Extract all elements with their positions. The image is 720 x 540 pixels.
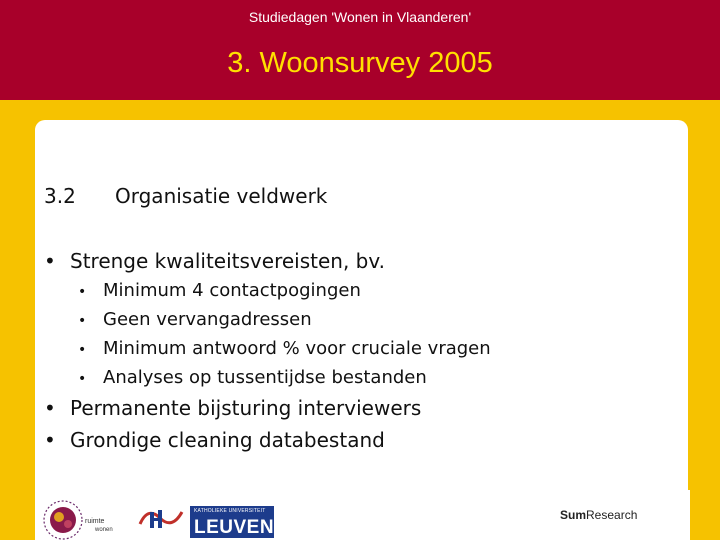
sub-bullet-marker: • (78, 313, 87, 329)
content-panel (35, 120, 688, 540)
sub-bullet-item (78, 280, 361, 301)
sub-bullet-text: Minimum antwoord % voor cruciale vragen (103, 338, 491, 359)
slide-title: 3. Woonsurvey 2005 (227, 47, 493, 79)
sub-bullet-text: Minimum 4 contactpogingen (103, 280, 361, 301)
bullet-text: Grondige cleaning databestand (70, 428, 385, 452)
section-number: 3.2 (44, 184, 76, 208)
bullet-marker: • (44, 396, 56, 420)
sub-bullet-item (78, 309, 312, 330)
sub-bullet-item (78, 338, 491, 359)
wonen-text: wonen (95, 527, 113, 533)
ruimte-wonen-logo (39, 496, 123, 540)
slide-subtitle: Studiedagen 'Wonen in Vlaanderen' (248, 9, 472, 25)
bullet-text: Strenge kwaliteitsvereisten, bv. (70, 249, 386, 273)
logo-strip (35, 490, 690, 540)
bullet-item (44, 249, 385, 273)
bullet-item (44, 428, 385, 452)
sub-bullet-marker: • (78, 284, 87, 300)
bullet-item (44, 396, 421, 420)
sub-bullet-marker: • (78, 371, 87, 387)
sumresearch-logo (560, 508, 637, 522)
section-heading (44, 184, 327, 208)
ku-leuven-logo (190, 506, 274, 538)
bullet-marker: • (44, 249, 56, 273)
bullet-marker: • (44, 428, 56, 452)
sum-text: Sum (560, 508, 587, 522)
sub-bullet-item (78, 367, 427, 388)
leuven-small-text: KATHOLIEKE UNIVERSITEIT (194, 508, 266, 514)
sub-bullet-text: Analyses op tussentijdse bestanden (103, 367, 427, 388)
bullet-text: Permanente bijsturing interviewers (70, 396, 422, 420)
sub-bullet-marker: • (78, 342, 87, 358)
leuven-big-text: LEUVEN (194, 517, 275, 538)
slide-header (0, 0, 720, 100)
hiva-logo (138, 502, 186, 536)
sub-bullet-text: Geen vervangadressen (103, 309, 312, 330)
research-text: Research (586, 508, 638, 522)
section-title: Organisatie veldwerk (115, 184, 328, 208)
ruimte-text: ruimte (85, 518, 105, 525)
